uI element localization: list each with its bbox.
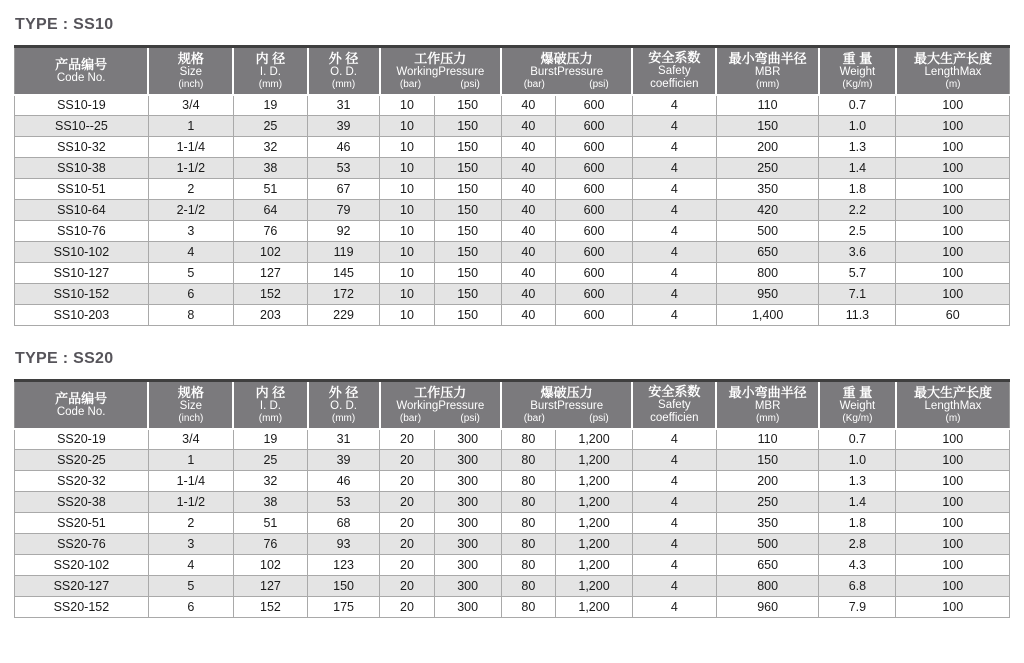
table-cell: 1.3: [819, 471, 896, 492]
col-header-mbr: 最小弯曲半径 MBR (mm): [716, 381, 818, 429]
table-cell: 100: [896, 471, 1010, 492]
table-cell: 7.1: [819, 284, 896, 305]
table-cell: 46: [308, 137, 380, 158]
table-cell: 100: [896, 95, 1010, 116]
table-cell: 1-1/2: [148, 158, 233, 179]
col-header-safety: 安全系数 Safety coefficien: [632, 381, 716, 429]
table-cell: 10: [380, 305, 435, 326]
table-row: [15, 221, 1010, 242]
table-cell: 650: [716, 242, 818, 263]
table-cell: 150: [434, 137, 501, 158]
table-cell: 229: [308, 305, 380, 326]
table-cell: 600: [556, 137, 633, 158]
table-cell: 4: [632, 221, 716, 242]
table-cell: 100: [896, 263, 1010, 284]
table-cell: 350: [716, 513, 818, 534]
table-row: [15, 492, 1010, 513]
table-cell: 150: [434, 95, 501, 116]
table-row: [15, 471, 1010, 492]
table-cell: 203: [233, 305, 307, 326]
table-cell: 92: [308, 221, 380, 242]
table-cell: 10: [380, 158, 435, 179]
table-cell: 40: [501, 305, 556, 326]
table-cell: 46: [308, 471, 380, 492]
table-row: [15, 597, 1010, 618]
table-cell: 4: [632, 95, 716, 116]
col-header-size: 规格 Size (inch): [148, 381, 233, 429]
col-header-weight: 重 量 Weight (Kg/m): [819, 47, 896, 95]
table-cell: 300: [434, 576, 501, 597]
table-cell: SS10-38: [15, 158, 149, 179]
table-cell: 1.3: [819, 137, 896, 158]
table-cell: 1-1/4: [148, 471, 233, 492]
table-row: [15, 555, 1010, 576]
col-header-length-max: 最大生产长度 LengthMax (m): [896, 381, 1010, 429]
spec-table-ss10: [14, 45, 1010, 326]
table-cell: 300: [434, 555, 501, 576]
table-cell: SS20-38: [15, 492, 149, 513]
col-header-code-no: 产品编号 Code No.: [15, 381, 149, 429]
table-cell: 2-1/2: [148, 200, 233, 221]
table-cell: 1,200: [556, 513, 633, 534]
table-cell: 80: [501, 555, 556, 576]
spec-table-body-ss20: [15, 429, 1010, 618]
table-cell: 76: [233, 221, 307, 242]
table-row: [15, 263, 1010, 284]
table-cell: 127: [233, 576, 307, 597]
table-cell: 172: [308, 284, 380, 305]
table-cell: 300: [434, 534, 501, 555]
table-cell: SS20-152: [15, 597, 149, 618]
table-row: [15, 200, 1010, 221]
table-cell: 4: [632, 305, 716, 326]
table-cell: SS10-203: [15, 305, 149, 326]
table-cell: 4: [632, 158, 716, 179]
table-cell: 1,200: [556, 555, 633, 576]
table-cell: 300: [434, 492, 501, 513]
table-cell: 152: [233, 284, 307, 305]
col-header-working-pressure: 工作压力 WorkingPressure (bar) (psi): [380, 47, 501, 95]
table-cell: 100: [896, 534, 1010, 555]
table-cell: 80: [501, 429, 556, 450]
table-cell: 20: [380, 576, 435, 597]
table-cell: SS10-152: [15, 284, 149, 305]
table-cell: 420: [716, 200, 818, 221]
table-cell: 150: [434, 263, 501, 284]
table-cell: 300: [434, 597, 501, 618]
spec-table-ss20: [14, 379, 1010, 618]
table-title-ss10: TYPE : SS10: [15, 16, 114, 33]
col-header-weight: 重 量 Weight (Kg/m): [819, 381, 896, 429]
table-cell: 1.8: [819, 513, 896, 534]
col-header-od: 外 径 O. D. (mm): [308, 381, 380, 429]
table-cell: 3/4: [148, 95, 233, 116]
table-cell: 300: [434, 513, 501, 534]
table-cell: 600: [556, 263, 633, 284]
table-cell: 3: [148, 534, 233, 555]
table-cell: 2: [148, 513, 233, 534]
table-cell: 2.8: [819, 534, 896, 555]
table-cell: 2.5: [819, 221, 896, 242]
table-cell: 4.3: [819, 555, 896, 576]
table-cell: 39: [308, 450, 380, 471]
table-cell: 150: [434, 284, 501, 305]
table-cell: 100: [896, 450, 1010, 471]
table-cell: 119: [308, 242, 380, 263]
table-cell: 5: [148, 263, 233, 284]
table-cell: 5: [148, 576, 233, 597]
col-header-safety: 安全系数 Safety coefficien: [632, 47, 716, 95]
table-cell: 150: [434, 158, 501, 179]
table-cell: 300: [434, 450, 501, 471]
table-cell: 145: [308, 263, 380, 284]
table-cell: 100: [896, 429, 1010, 450]
table-cell: 10: [380, 263, 435, 284]
table-cell: 4: [632, 597, 716, 618]
table-cell: SS10-64: [15, 200, 149, 221]
table-cell: 53: [308, 158, 380, 179]
table-cell: 60: [896, 305, 1010, 326]
table-cell: 600: [556, 221, 633, 242]
table-cell: 960: [716, 597, 818, 618]
table-cell: SS10--25: [15, 116, 149, 137]
table-cell: 1,200: [556, 471, 633, 492]
table-cell: 600: [556, 158, 633, 179]
table-cell: 4: [632, 513, 716, 534]
table-cell: 40: [501, 284, 556, 305]
col-header-id: 内 径 I. D. (mm): [233, 47, 307, 95]
table-cell: 102: [233, 242, 307, 263]
table-cell: 3.6: [819, 242, 896, 263]
table-cell: 53: [308, 492, 380, 513]
table-cell: 10: [380, 242, 435, 263]
table-cell: SS10-51: [15, 179, 149, 200]
table-cell: 100: [896, 242, 1010, 263]
table-cell: 250: [716, 158, 818, 179]
table-cell: 40: [501, 95, 556, 116]
table-cell: 10: [380, 116, 435, 137]
table-cell: 20: [380, 534, 435, 555]
table-cell: 20: [380, 471, 435, 492]
table-cell: 950: [716, 284, 818, 305]
table-row: [15, 576, 1010, 597]
table-cell: 6.8: [819, 576, 896, 597]
table-cell: 4: [632, 576, 716, 597]
table-cell: 39: [308, 116, 380, 137]
table-cell: 1: [148, 450, 233, 471]
table-cell: 4: [632, 179, 716, 200]
table-cell: 6: [148, 597, 233, 618]
table-cell: 600: [556, 116, 633, 137]
table-cell: 10: [380, 137, 435, 158]
table-row: [15, 95, 1010, 116]
table-row: [15, 305, 1010, 326]
table-cell: 80: [501, 450, 556, 471]
table-cell: 4: [632, 555, 716, 576]
table-cell: 68: [308, 513, 380, 534]
table-cell: 150: [716, 450, 818, 471]
table-cell: 200: [716, 471, 818, 492]
table-cell: 150: [716, 116, 818, 137]
table-cell: 1,200: [556, 429, 633, 450]
table-cell: 600: [556, 284, 633, 305]
table-row: [15, 242, 1010, 263]
table-cell: 100: [896, 597, 1010, 618]
col-header-code-no: 产品编号 Code No.: [15, 47, 149, 95]
spec-table-header: [15, 47, 1010, 95]
table-cell: SS20-127: [15, 576, 149, 597]
table-cell: SS20-102: [15, 555, 149, 576]
table-cell: 20: [380, 597, 435, 618]
table-cell: SS20-32: [15, 471, 149, 492]
table-cell: 100: [896, 116, 1010, 137]
table-cell: 80: [501, 597, 556, 618]
col-header-working-pressure: 工作压力 WorkingPressure (bar) (psi): [380, 381, 501, 429]
table-cell: 1-1/2: [148, 492, 233, 513]
table-cell: 800: [716, 263, 818, 284]
table-cell: 4: [632, 492, 716, 513]
table-cell: 20: [380, 450, 435, 471]
table-cell: 80: [501, 492, 556, 513]
table-cell: 1.0: [819, 450, 896, 471]
table-cell: 600: [556, 305, 633, 326]
table-row: [15, 284, 1010, 305]
table-cell: 4: [632, 429, 716, 450]
table-cell: 300: [434, 429, 501, 450]
table-cell: 4: [632, 200, 716, 221]
table-cell: 2.2: [819, 200, 896, 221]
table-cell: 300: [434, 471, 501, 492]
table-cell: 38: [233, 492, 307, 513]
table-cell: 1,400: [716, 305, 818, 326]
table-cell: 5.7: [819, 263, 896, 284]
table-cell: 2: [148, 179, 233, 200]
table-cell: 600: [556, 179, 633, 200]
table-cell: 20: [380, 513, 435, 534]
table-cell: SS10-127: [15, 263, 149, 284]
table-cell: 10: [380, 284, 435, 305]
table-cell: 150: [434, 305, 501, 326]
table-cell: 4: [632, 137, 716, 158]
table-cell: 4: [148, 555, 233, 576]
table-cell: 1,200: [556, 597, 633, 618]
table-cell: 100: [896, 200, 1010, 221]
col-header-id: 内 径 I. D. (mm): [233, 381, 307, 429]
table-cell: 150: [434, 221, 501, 242]
table-cell: 40: [501, 200, 556, 221]
table-cell: 10: [380, 179, 435, 200]
table-cell: 93: [308, 534, 380, 555]
table-cell: 102: [233, 555, 307, 576]
table-row: [15, 116, 1010, 137]
table-cell: 127: [233, 263, 307, 284]
col-header-burst-pressure: 爆破压力 BurstPressure (bar) (psi): [501, 381, 632, 429]
table-cell: 4: [148, 242, 233, 263]
table-cell: 150: [434, 179, 501, 200]
table-cell: 20: [380, 555, 435, 576]
table-cell: 1: [148, 116, 233, 137]
table-cell: 150: [434, 116, 501, 137]
table-cell: SS20-51: [15, 513, 149, 534]
table-cell: SS10-32: [15, 137, 149, 158]
table-cell: 80: [501, 513, 556, 534]
table-cell: 150: [434, 200, 501, 221]
table-cell: 650: [716, 555, 818, 576]
table-cell: 100: [896, 555, 1010, 576]
table-cell: 6: [148, 284, 233, 305]
table-cell: 10: [380, 95, 435, 116]
table-cell: 51: [233, 179, 307, 200]
table-cell: 500: [716, 221, 818, 242]
table-cell: 32: [233, 471, 307, 492]
catalog-page: [0, 16, 1024, 618]
table-cell: 51: [233, 513, 307, 534]
table-title-ss20: TYPE : SS20: [15, 350, 114, 367]
table-cell: 4: [632, 284, 716, 305]
table-cell: 76: [233, 534, 307, 555]
table-row: [15, 158, 1010, 179]
table-cell: 1,200: [556, 492, 633, 513]
table-cell: 1.8: [819, 179, 896, 200]
table-cell: 40: [501, 221, 556, 242]
table-cell: 600: [556, 95, 633, 116]
table-cell: 32: [233, 137, 307, 158]
table-row: [15, 513, 1010, 534]
table-cell: 1,200: [556, 534, 633, 555]
table-cell: SS10-102: [15, 242, 149, 263]
table-cell: 0.7: [819, 429, 896, 450]
table-cell: 80: [501, 534, 556, 555]
table-cell: 4: [632, 471, 716, 492]
table-cell: SS20-25: [15, 450, 149, 471]
col-header-od: 外 径 O. D. (mm): [308, 47, 380, 95]
table-row: [15, 450, 1010, 471]
table-cell: 1.4: [819, 492, 896, 513]
table-cell: 7.9: [819, 597, 896, 618]
table-cell: 100: [896, 513, 1010, 534]
table-cell: 10: [380, 221, 435, 242]
table-cell: 100: [896, 158, 1010, 179]
table-cell: 4: [632, 450, 716, 471]
table-cell: 38: [233, 158, 307, 179]
table-cell: 110: [716, 429, 818, 450]
table-cell: 19: [233, 95, 307, 116]
table-cell: 79: [308, 200, 380, 221]
table-cell: 0.7: [819, 95, 896, 116]
table-row: [15, 429, 1010, 450]
table-cell: 31: [308, 95, 380, 116]
table-cell: 10: [380, 200, 435, 221]
col-header-size: 规格 Size (inch): [148, 47, 233, 95]
table-cell: 25: [233, 116, 307, 137]
table-cell: 11.3: [819, 305, 896, 326]
table-cell: 40: [501, 179, 556, 200]
table-cell: 80: [501, 576, 556, 597]
table-cell: SS20-76: [15, 534, 149, 555]
table-cell: 175: [308, 597, 380, 618]
table-cell: 1,200: [556, 450, 633, 471]
table-cell: 40: [501, 116, 556, 137]
table-cell: 100: [896, 284, 1010, 305]
table-cell: 600: [556, 200, 633, 221]
table-cell: 3: [148, 221, 233, 242]
table-row: [15, 179, 1010, 200]
table-cell: 4: [632, 263, 716, 284]
spec-table-body-ss10: [15, 95, 1010, 326]
table-cell: 80: [501, 471, 556, 492]
table-cell: 150: [308, 576, 380, 597]
spec-table-header: [15, 381, 1010, 429]
table-cell: 100: [896, 137, 1010, 158]
table-cell: 150: [434, 242, 501, 263]
table-cell: 250: [716, 492, 818, 513]
table-cell: 110: [716, 95, 818, 116]
table-cell: 100: [896, 221, 1010, 242]
col-header-length-max: 最大生产长度 LengthMax (m): [896, 47, 1010, 95]
table-cell: 4: [632, 116, 716, 137]
table-cell: 40: [501, 242, 556, 263]
table-cell: 3/4: [148, 429, 233, 450]
table-cell: 25: [233, 450, 307, 471]
table-cell: 8: [148, 305, 233, 326]
table-cell: 100: [896, 179, 1010, 200]
table-cell: 40: [501, 137, 556, 158]
col-header-burst-pressure: 爆破压力 BurstPressure (bar) (psi): [501, 47, 632, 95]
table-cell: 40: [501, 158, 556, 179]
col-header-mbr: 最小弯曲半径 MBR (mm): [716, 47, 818, 95]
table-row: [15, 534, 1010, 555]
table-cell: 152: [233, 597, 307, 618]
table-cell: 1.4: [819, 158, 896, 179]
table-cell: 200: [716, 137, 818, 158]
table-cell: 20: [380, 492, 435, 513]
table-cell: 500: [716, 534, 818, 555]
table-cell: 1.0: [819, 116, 896, 137]
table-cell: 64: [233, 200, 307, 221]
table-row: [15, 137, 1010, 158]
table-cell: 1-1/4: [148, 137, 233, 158]
table-cell: 1,200: [556, 576, 633, 597]
table-cell: 40: [501, 263, 556, 284]
table-cell: 67: [308, 179, 380, 200]
table-cell: SS10-19: [15, 95, 149, 116]
table-cell: 100: [896, 576, 1010, 597]
table-cell: 19: [233, 429, 307, 450]
table-cell: 350: [716, 179, 818, 200]
table-cell: 800: [716, 576, 818, 597]
table-cell: 20: [380, 429, 435, 450]
table-cell: 4: [632, 534, 716, 555]
table-cell: 100: [896, 492, 1010, 513]
table-cell: SS20-19: [15, 429, 149, 450]
table-cell: 4: [632, 242, 716, 263]
table-cell: 31: [308, 429, 380, 450]
table-cell: 600: [556, 242, 633, 263]
table-cell: 123: [308, 555, 380, 576]
table-cell: SS10-76: [15, 221, 149, 242]
